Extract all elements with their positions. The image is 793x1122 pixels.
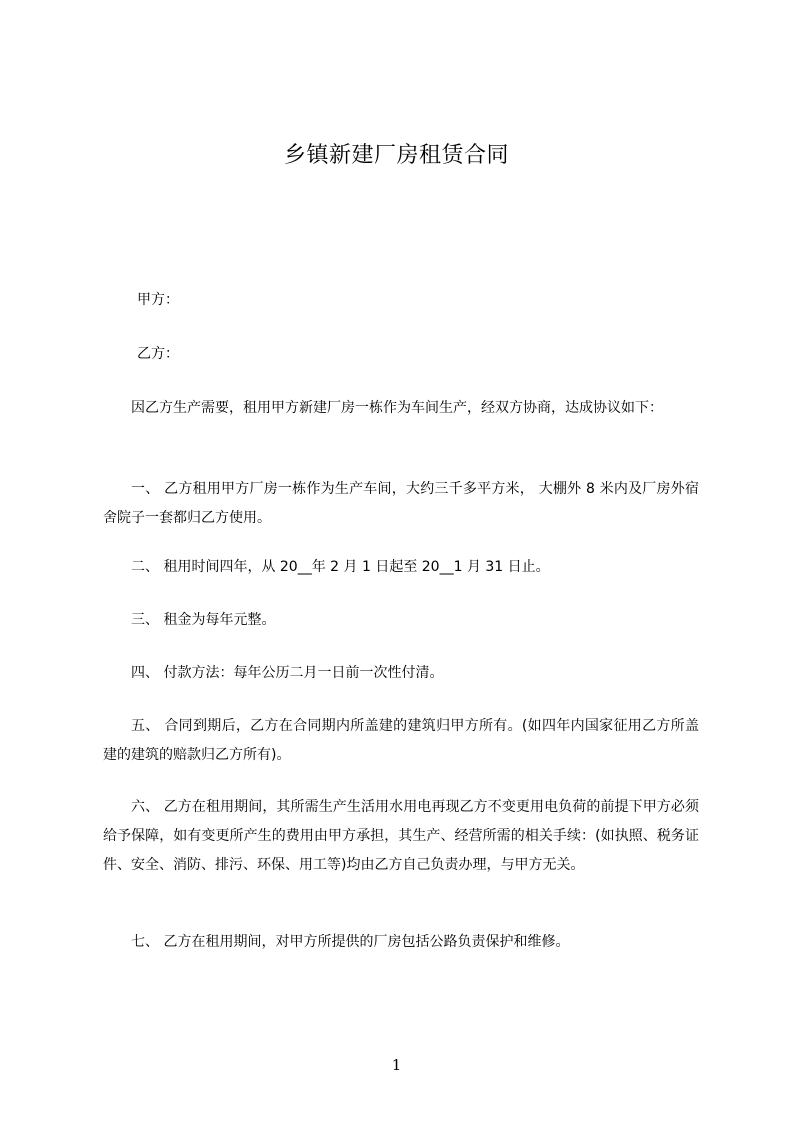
clause-5: 五、 合同到期后，乙方在合同期内所盖建的建筑归甲方所有。(如四年内国家征用乙方所盖建的建筑的赔款归乙方所有)。 — [103, 718, 699, 763]
clause-7: 七、 乙方在租用期间，对甲方所提供的厂房包括公路负责保护和维修。 — [131, 934, 570, 950]
intro-paragraph: 因乙方生产需要，租用甲方新建厂房一栋作为车间生产，经双方协商，达成协议如下： — [131, 400, 663, 416]
clause-4: 四、 付款方法：每年公历二月一日前一次性付清。 — [131, 665, 444, 681]
party-a-label: 甲方： — [137, 292, 179, 308]
clause-2: 二、 租用时间四年，从 20__年 2 月 1 日起至 20__1 月 31 日止。 — [131, 559, 550, 575]
clause-6: 六、 乙方在租用期间，其所需生产生活用水用电再现乙方不变更用电负荷的前提下甲方必须给予保障，如有变更所产生的费用由甲方承担，其生产、经营所需的相关手续：(如执照、税务证件、安全、消防、排污、环保、用工等)均由乙方自己负责办理，与甲方无关。 — [103, 799, 699, 873]
page-number: 1 — [391, 1056, 402, 1074]
document-title: 乡镇新建厂房租赁合同 — [283, 143, 509, 168]
clause-1: 一、 乙方租用甲方厂房一栋作为生产车间，大约三千多平方米， 大棚外 8 米内及厂房外宿舍院子一套都归乙方使用。 — [103, 481, 699, 526]
clause-3: 三、 租金为每年元整。 — [131, 612, 276, 628]
party-b-label: 乙方： — [137, 346, 179, 362]
